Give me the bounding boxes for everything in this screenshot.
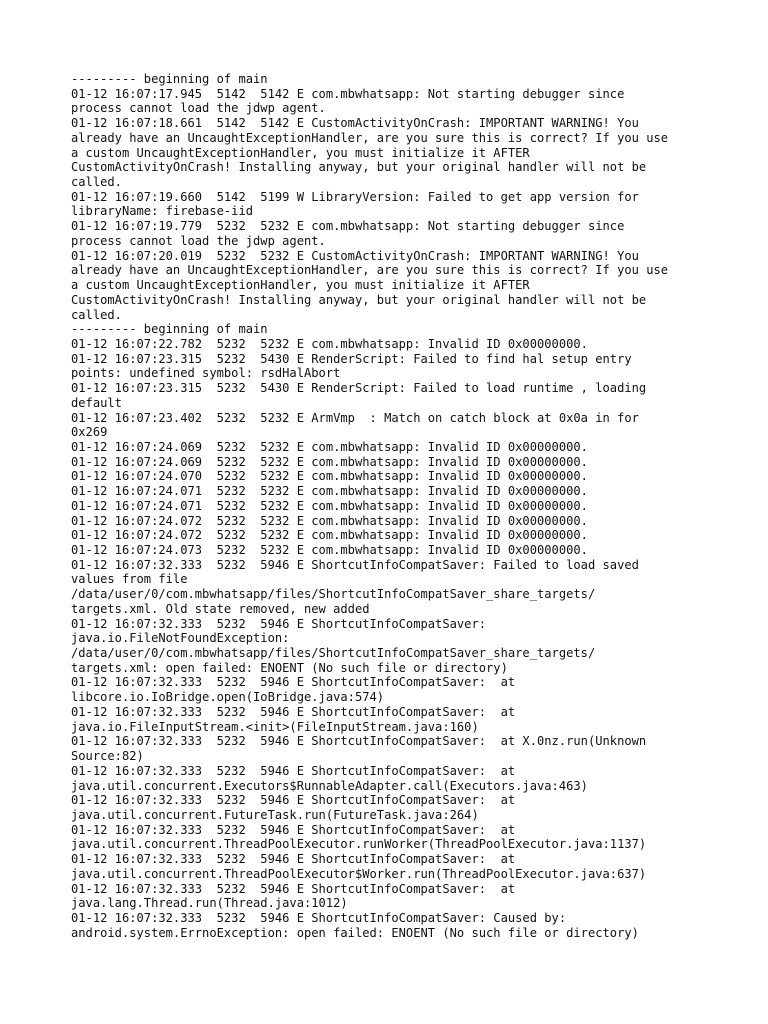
log-line: CustomActivityOnCrash! Installing anyway, but your original handler will not be (71, 160, 647, 175)
log-line: called. (71, 175, 122, 190)
log-line: java.util.concurrent.Executors$RunnableAdapter.call(Executors.java:463) (71, 778, 588, 793)
log-line: 01-12 16:07:32.333 5232 5946 E ShortcutInfoCompatSaver: at (71, 763, 516, 778)
log-line: 01-12 16:07:24.073 5232 5232 E com.mbwhatsapp: Invalid ID 0x00000000. (71, 543, 588, 557)
log-line: 01-12 16:07:24.071 5232 5232 E com.mbwhatsapp: Invalid ID 0x00000000. (71, 498, 588, 513)
log-line: 01-12 16:07:23.315 5232 5430 E RenderScript: Failed to load runtime , loading (71, 381, 647, 396)
log-line: 01-12 16:07:24.071 5232 5232 E com.mbwhatsapp: Invalid ID 0x00000000. (71, 484, 588, 499)
log-line: a custom UncaughtExceptionHandler, you must initialize it AFTER (71, 278, 530, 293)
log-line: java.io.FileNotFoundException: (71, 631, 290, 646)
log-line: 01-12 16:07:32.333 5232 5946 E ShortcutInfoCompatSaver: at X.0nz.run(Unknown (71, 734, 647, 749)
log-line: 01-12 16:07:32.333 5232 5946 E ShortcutInfoCompatSaver: at (71, 793, 516, 808)
log-line: 01-12 16:07:32.333 5232 5946 E ShortcutInfoCompatSaver: at (71, 852, 516, 867)
log-line: 01-12 16:07:32.333 5232 5946 E ShortcutInfoCompatSaver: at (71, 704, 516, 719)
log-line: --------- beginning of main (71, 322, 268, 337)
log-line: Source:82) (71, 749, 144, 764)
log-line: 0x269 (71, 425, 108, 440)
log-line: a custom UncaughtExceptionHandler, you must initialize it AFTER (71, 145, 530, 160)
log-line: 01-12 16:07:32.333 5232 5946 E ShortcutInfoCompatSaver: at (71, 881, 516, 896)
log-line: already have an UncaughtExceptionHandler, are you sure this is correct? If you use (71, 130, 669, 145)
log-line: libraryName: firebase-iid (71, 204, 254, 219)
log-line: java.util.concurrent.ThreadPoolExecutor.runWorker(ThreadPoolExecutor.java:1137) (71, 837, 647, 852)
log-line: default (71, 395, 122, 410)
log-line: called. (71, 307, 122, 322)
log-line: 01-12 16:07:19.779 5232 5232 E com.mbwhatsapp: Not starting debugger since (71, 219, 625, 234)
log-line: 01-12 16:07:32.333 5232 5946 E ShortcutInfoCompatSaver: at (71, 675, 516, 690)
log-line: targets.xml. Old state removed, new added (71, 601, 370, 616)
log-document (71, 72, 701, 940)
log-line: /data/user/0/com.mbwhatsapp/files/ShortcutInfoCompatSaver_share_targets/ (71, 646, 596, 661)
log-line: 01-12 16:07:23.315 5232 5430 E RenderScript: Failed to find hal setup entry (71, 351, 632, 366)
log-line: process cannot load the jdwp agent. (71, 233, 326, 248)
log-line: points: undefined symbol: rsdHalAbort (71, 366, 341, 381)
log-line: java.io.FileInputStream.<init>(FileInputStream.java:160) (71, 719, 479, 734)
log-line: 01-12 16:07:24.072 5232 5232 E com.mbwhatsapp: Invalid ID 0x00000000. (71, 513, 588, 528)
log-line: 01-12 16:07:32.333 5232 5946 E ShortcutInfoCompatSaver: Failed to load saved (71, 557, 639, 572)
log-line: already have an UncaughtExceptionHandler, are you sure this is correct? If you use (71, 263, 669, 278)
log-line: java.lang.Thread.run(Thread.java:1012) (71, 896, 348, 911)
log-line: 01-12 16:07:24.069 5232 5232 E com.mbwhatsapp: Invalid ID 0x00000000. (71, 454, 588, 469)
log-line: java.util.concurrent.ThreadPoolExecutor$Worker.run(ThreadPoolExecutor.java:637) (71, 866, 647, 881)
log-line: process cannot load the jdwp agent. (71, 101, 326, 116)
log-line: /data/user/0/com.mbwhatsapp/files/ShortcutInfoCompatSaver_share_targets/ (71, 587, 596, 602)
log-line: 01-12 16:07:23.402 5232 5232 E ArmVmp : Match on catch block at 0x0a in for (71, 410, 639, 425)
log-line: 01-12 16:07:19.660 5142 5199 W LibraryVersion: Failed to get app version for (71, 189, 639, 204)
log-line: 01-12 16:07:32.333 5232 5946 E ShortcutInfoCompatSaver: Caused by: (71, 910, 567, 925)
log-line: 01-12 16:07:22.782 5232 5232 E com.mbwhatsapp: Invalid ID 0x00000000. (71, 336, 588, 351)
log-line: 01-12 16:07:24.072 5232 5232 E com.mbwhatsapp: Invalid ID 0x00000000. (71, 528, 588, 543)
log-line: values from file (71, 572, 188, 587)
log-line: android.system.ErrnoException: open failed: ENOENT (No such file or directory) (71, 925, 639, 940)
log-line: 01-12 16:07:24.070 5232 5232 E com.mbwhatsapp: Invalid ID 0x00000000. (71, 469, 588, 484)
log-line: 01-12 16:07:24.069 5232 5232 E com.mbwhatsapp: Invalid ID 0x00000000. (71, 439, 588, 454)
log-line: libcore.io.IoBridge.open(IoBridge.java:574) (71, 690, 385, 705)
log-line: CustomActivityOnCrash! Installing anyway, but your original handler will not be (71, 292, 647, 307)
log-line: 01-12 16:07:18.661 5142 5142 E CustomActivityOnCrash: IMPORTANT WARNING! You (71, 116, 639, 131)
log-line: java.util.concurrent.FutureTask.run(FutureTask.java:264) (71, 807, 479, 822)
log-line: 01-12 16:07:32.333 5232 5946 E ShortcutInfoCompatSaver: (71, 616, 487, 631)
log-line: targets.xml: open failed: ENOENT (No such file or directory) (71, 660, 508, 675)
log-line: 01-12 16:07:17.945 5142 5142 E com.mbwhatsapp: Not starting debugger since (71, 86, 625, 101)
log-line: 01-12 16:07:32.333 5232 5946 E ShortcutInfoCompatSaver: at (71, 822, 516, 837)
log-line: 01-12 16:07:20.019 5232 5232 E CustomActivityOnCrash: IMPORTANT WARNING! You (71, 248, 639, 263)
log-line: --------- beginning of main (71, 72, 268, 86)
